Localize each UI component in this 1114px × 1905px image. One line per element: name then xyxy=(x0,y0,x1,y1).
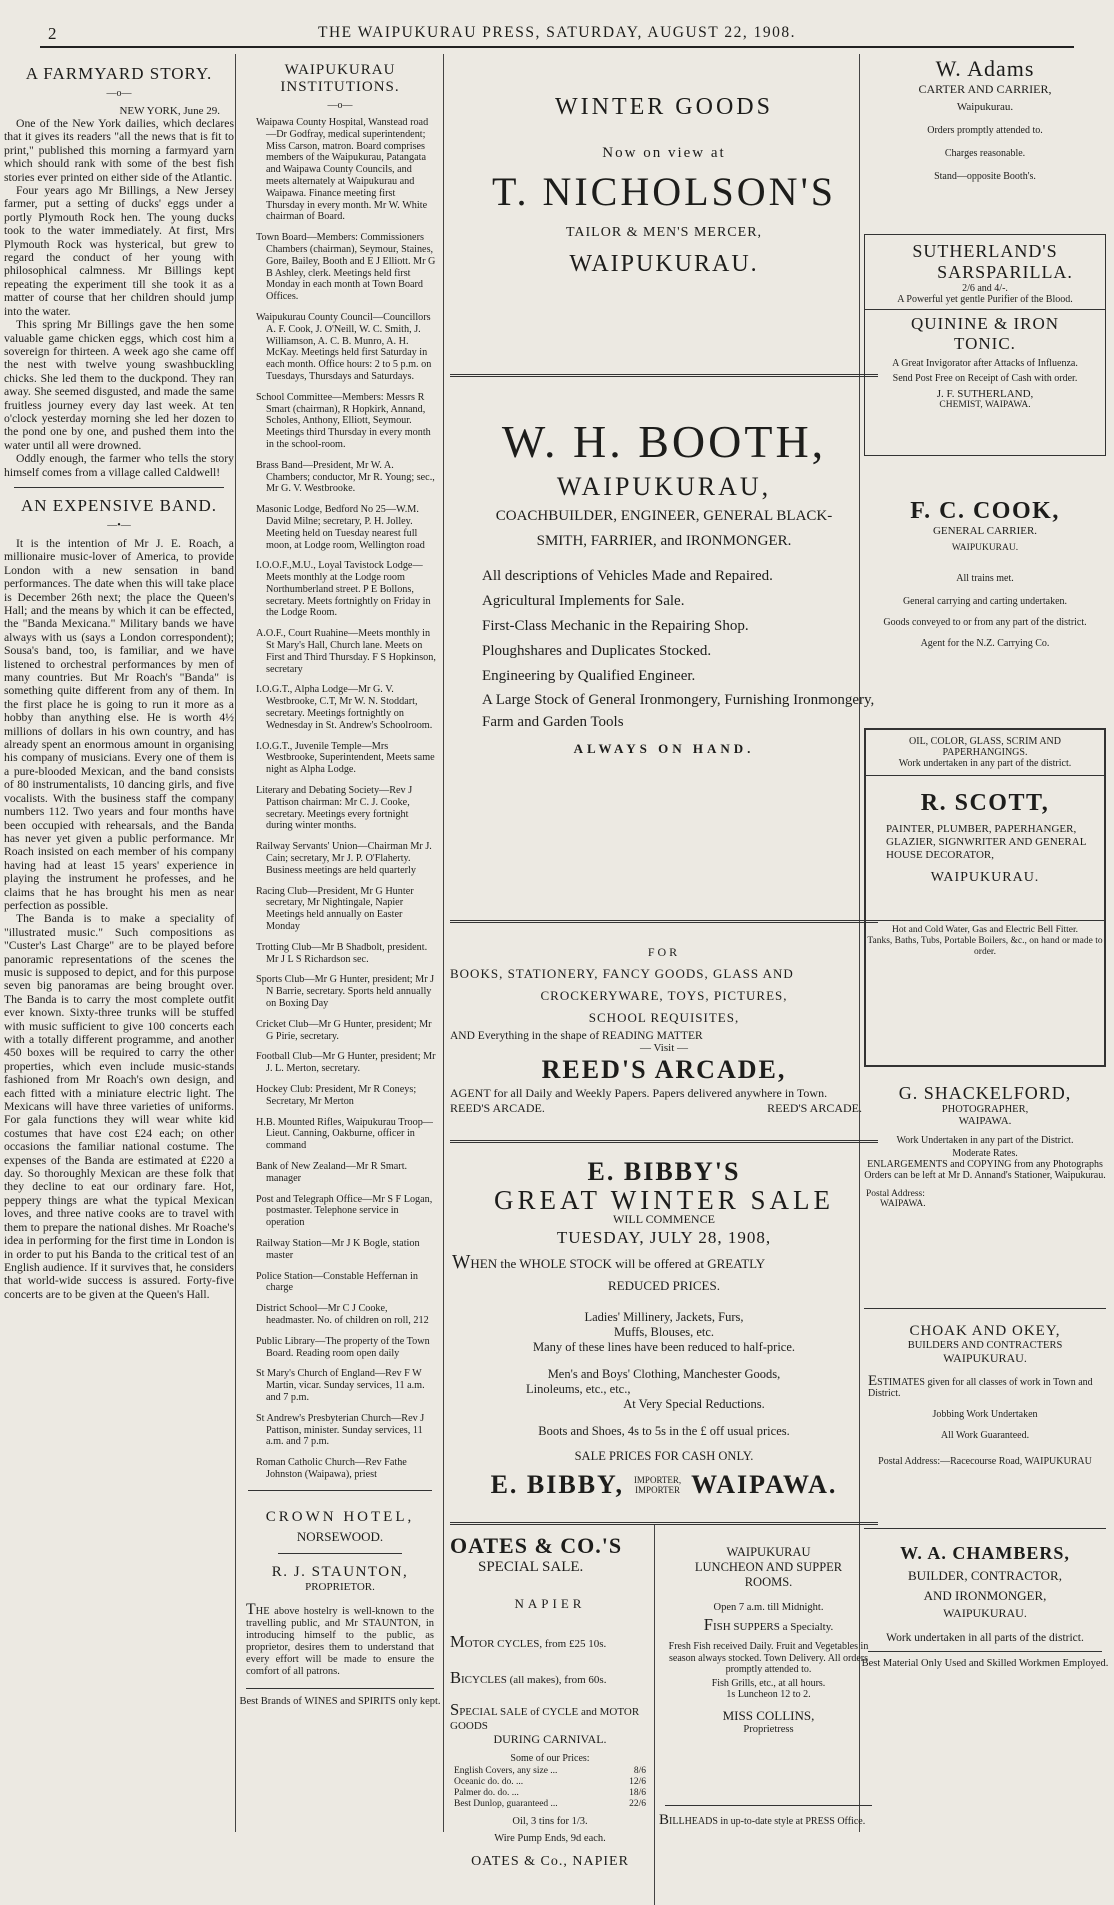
ad-name: E. BIBBY'S xyxy=(587,1157,741,1186)
ad-name: G. SHACKELFORD, xyxy=(898,1083,1072,1103)
scott-ad xyxy=(864,728,1106,1067)
column-rule xyxy=(235,54,236,1832)
institution-entry: Roman Catholic Church—Rev Fathe Johnston (Waipawa), priest xyxy=(256,1457,407,1480)
institution-entry: Railway Station—Mr J K Bogle, station master xyxy=(256,1237,420,1261)
institution-entry: St Andrew's Presbyterian Church—Rev J Pattison, minister. Sunday services, 11 a.m. and 7 p.m. xyxy=(256,1412,425,1448)
ad-line: GENERAL CARRIER. xyxy=(932,525,1038,537)
sutherland-ad xyxy=(864,234,1106,456)
ad-line: All Work Guaranteed. xyxy=(940,1430,1030,1441)
ad-line: 2/6 and 4/-. xyxy=(962,283,1008,294)
ad-line: — Visit — xyxy=(639,1042,689,1054)
oates-ad xyxy=(446,1525,655,1905)
column-3 xyxy=(446,54,882,1869)
column-2 xyxy=(238,54,442,1830)
column-1 xyxy=(4,54,234,1830)
ad-name: T. NICHOLSON'S xyxy=(491,169,837,214)
ad-line: IMPORTER xyxy=(635,1485,681,1495)
story-title: AN EXPENSIVE BAND. xyxy=(20,495,218,515)
ad-line: BUILDER, CONTRACTOR, xyxy=(908,1568,1062,1583)
story-body xyxy=(4,117,234,479)
ad-line: Wire Pump Ends, 9d each. xyxy=(494,1833,606,1844)
ad-line: MOTOR CYCLES, from £25 10s. xyxy=(450,1632,607,1651)
service-line: First-Class Mechanic in the Repairing Shop. xyxy=(482,618,749,634)
service-line: All descriptions of Vehicles Made and Repaired. xyxy=(482,568,773,584)
ad-line: Moderate Rates. xyxy=(952,1148,1018,1159)
divider xyxy=(665,1805,872,1806)
paragraph: Four years ago Mr Billings, a New Jersey farmer, put a setting of ducks' eggs under a portly Plymouth Rock hen. The young ducks took to the water immediately. At first, Mrs Plymouth Rock was hysterical, but grew to regard the conduct of her young with philosophical calmness. Mr Billings kept repeating the experiment till she took it as a matter of course that her children should jump into the water. xyxy=(4,184,234,318)
ad-line: Orders can be left at Mr D. Annand's Stationer, Waipukurau. xyxy=(864,1170,1106,1181)
ad-name: QUININE & IRON xyxy=(910,314,1060,333)
institution-entry: Bank of New Zealand—Mr R Smart. manager xyxy=(256,1160,408,1184)
nicholson-ad xyxy=(446,94,882,374)
price-item: English Covers, any size ... xyxy=(454,1766,558,1776)
divider xyxy=(450,1140,878,1143)
ad-name: SARSPARILLA. xyxy=(937,262,1073,282)
ad-line: Fish Grills, etc., at all hours. xyxy=(711,1677,826,1689)
ad-line: DURING CARNIVAL. xyxy=(493,1732,607,1746)
ad-line: WILL COMMENCE xyxy=(613,1212,715,1226)
ad-name: W. A. CHAMBERS, xyxy=(900,1543,1070,1563)
ad-town: WAIPUKURAU, xyxy=(556,472,772,501)
price-row xyxy=(454,1788,646,1799)
ad-line: Work undertaken in any part of the district. xyxy=(898,758,1072,769)
ad-owner: MISS COLLINS, xyxy=(722,1707,815,1723)
institution-entry: Masonic Lodge, Bedford No 25—W.M. David Milne; secretary, P. H. Jolley. Meeting held on Tuesday nearest full moon, at Lodge room, Wellington road xyxy=(256,504,425,551)
institution-entry: Brass Band—President, Mr W. A. Chambers; conductor, Mr R. Young; sec., Mr G. V. Westbrooke. xyxy=(256,459,435,495)
section-title: WAIPUKURAU INSTITUTIONS. xyxy=(280,62,400,95)
ad-line: TAILOR & MEN'S MERCER, xyxy=(565,225,763,240)
institution-entry: Waipukurau County Council—Councillors A. F. Cook, J. O'Neill, W. C. Smith, J. Williamson, A. C. B. Munro, A. H. McKay. Meetings held first Saturday in each month. Office hours: 2 to 5 p.m. on Tuesdays, Thursdays and Saturdays. xyxy=(256,311,432,382)
ad-town: WAIPAWA. xyxy=(691,1470,838,1499)
booth-ad xyxy=(446,415,882,920)
institution-entry: Sports Club—Mr G Hunter, president; Mr J N Barrie, secretary. Sports held annually on Boxing Day xyxy=(256,974,435,1009)
crown-hotel-ad xyxy=(238,1509,442,1708)
ad-line: FISH SUPPERS a Specialty. xyxy=(703,1615,834,1634)
ad-line: WAIPAWA. xyxy=(958,1115,1012,1127)
ad-town: WAIPUKURAU. xyxy=(943,1606,1027,1620)
price-value: 12/6 xyxy=(629,1777,646,1787)
ad-name: CHOAK AND OKEY, xyxy=(909,1323,1061,1339)
ad-line: BUILDERS AND CONTRACTERS xyxy=(907,1340,1063,1351)
divider xyxy=(14,487,224,488)
bibby-ad xyxy=(446,1157,882,1522)
luncheon-rooms-ad xyxy=(655,1525,882,1905)
ad-name: R. SCOTT, xyxy=(920,790,1050,816)
ad-name: F. C. COOK, xyxy=(910,498,1060,524)
paragraph: It is the intention of Mr J. E. Roach, a millionaire music-lover of America, to provide London with a new sensation in band performances. The date when this will take place is December 26th next; the place the Queen's Hall; and the means by which it can be effected, the "Banda Mexicana." Military bands we have always with us (says a London correspondent); Sousa's band, too, is familiar, and we have listened to orchestral performances by men of many countries. But Mr Roach's "Banda" is something quite different from any of them. In the first place he is going to run it more as a hobby than anything else. He is worth 4½ millions of dollars in his own country, and has already spent an enormous amount in organising his company of musicians. Every one of them is a pure-blooded Mexican, and the band consists of 80 instrumentalists, 10 dancing girls, and five vocalists. With the business staff the company numbers 112. Two years and four months have been occupied with rehearsals, and the Banda has never yet given a public performance. Mr Roach insisted on each member of his company having had at least 15 years' experience in playing the instrument he professes, and he claims that he has brought his men as near perfection as possible. xyxy=(4,536,234,912)
ad-line: ESTIMATES given for all classes of work in Town and District. xyxy=(868,1373,1093,1399)
masthead xyxy=(40,20,1074,48)
ad-footer xyxy=(446,1470,882,1500)
institution-entry: Trotting Club—Mr B Shadbolt, president. Mr J L S Richardson sec. xyxy=(256,941,428,965)
ad-owner: J. F. SUTHERLAND, xyxy=(936,388,1034,400)
ad-line: A Powerful yet gentle Purifier of the Blood. xyxy=(897,294,1073,305)
paragraph: The Banda is to make a speciality of "illustrated music." Such compositions as "Custer's Last Charge" are to be played before panoramic representations of the scenes the music is supposed to depict, and for this purpose seven big panoramas are being brought over. The Banda is to carry the most complete outfit ever known. Sixty-three trunks will be stuffed with music sufficient to give 100 concerts each with a totally different programme, and another 450 boxes will be required to carry the other properties, which even include music-stands fashioned from Mr Roach's own design, and each fitted with a miniature electric light. The Mexicans will have three varieties of uniforms. For gala functions they will wear white kid costumes that have cost £24 each; on other occasions the familiar national costume. The expenses of the Banda are estimated at £220 a day. So thoroughly Mexican are these folk that they decline to eat our ordinary fare. Hot, peppery things are what the typical Mexican loves, and three native cooks are to travel with them to prepare the national dishes. Mr Roache's idea in performing for the first time in London is in order to put his Banda to the critical test of an English audience. If it survives that, he considers that world-wide success is assured. Forty-five concerts are to be given at the Queen's Hall. xyxy=(4,912,234,1301)
divider xyxy=(450,920,878,923)
ad-line: WHEN the WHOLE STOCK will be offered at GREATLY xyxy=(452,1252,766,1273)
institution-entry: Town Board—Members: Commissioners Chambers (chairman), Seymour, Staines, Gore, Bailey, Booth and E J Elliott. Mr G B Ashley, clerk. Meetings held first Monday in each month at Town Board Offices. xyxy=(256,232,436,303)
institution-entry: Post and Telegraph Office—Mr S F Logan, postmaster. Telephone service in operation xyxy=(256,1193,433,1229)
ad-line: WAIPAWA. xyxy=(880,1199,926,1209)
chambers-ad xyxy=(860,1543,1110,1670)
ad-name: REED'S ARCADE, xyxy=(541,1055,787,1084)
ad-line: AGENT for all Daily and Weekly Papers. Papers delivered anywhere in Town. xyxy=(450,1086,828,1100)
institution-entry: Hockey Club: President, Mr R Coneys; Secretary, Mr Merton xyxy=(256,1083,417,1107)
shackelford-ad xyxy=(860,1083,1110,1308)
ad-line: Muffs, Blouses, etc. xyxy=(613,1325,715,1339)
ad-line: BILLHEADS in up-to-date style at PRESS Office. xyxy=(659,1811,866,1828)
ad-line: WAIPUKURAU. xyxy=(943,1351,1027,1365)
ad-line: Agent for the N.Z. Carrying Co. xyxy=(920,638,1050,649)
ad-line: Stand—opposite Booth's. xyxy=(934,171,1036,182)
institution-entry: Waipawa County Hospital, Wanstead road—Dr Godfray, medical superintendent; Miss Carson, matron. Board comprises members of the Waipukurau, Patangata and Waipawa County Councils, and meets alternately at Waipukurau and Waipawa. Finance meeting first Thursday in every month. Mr W. White chairman of Board. xyxy=(256,117,429,223)
service-line: Ploughshares and Duplicates Stocked. xyxy=(482,643,712,659)
ad-line: A Large Stock of General Ironmongery, Furnishing Ironmongery, Farm and Garden Tools xyxy=(482,692,875,730)
ad-line: Charges reasonable. xyxy=(944,148,1026,159)
ad-line: Orders promptly attended to. xyxy=(927,125,1043,136)
ad-footer: OATES & Co., NAPIER xyxy=(471,1854,629,1869)
ad-line: BICYCLES (all makes), from 60s. xyxy=(450,1668,607,1687)
price-row xyxy=(454,1777,646,1788)
price-row xyxy=(454,1799,646,1810)
institution-entry: Railway Servants' Union—Chairman Mr J. Cain; secretary, Mr J. P. O'Flaherty. Business meetings are held quarterly xyxy=(256,841,432,876)
ad-line: Many of these lines have been reduced to half-price. xyxy=(532,1340,796,1354)
price-item: Oceanic do. do. ... xyxy=(454,1777,524,1787)
paragraph: One of the New York dailies, which declares that it gives its readers "all the news that is fit to print," published this morning a farmyard yarn which should rank with some of the best fish stories ever printed on either side of the Atlantic. xyxy=(4,117,234,184)
ad-line: A Great Invigorator after Attacks of Influenza. xyxy=(892,358,1078,369)
institution-entry: School Committee—Members: Messrs R Smart (chairman), R Hopkirk, Annand, Scholes, Anthony, Elliott, Seymour. Meetings third Thursday in every month in the school-room. xyxy=(256,391,431,450)
ad-line: CROCKERYWARE, TOYS, PICTURES, xyxy=(540,988,788,1003)
institution-entry: Football Club—Mr G Hunter, president; Mr J. L. Merton, secretary. xyxy=(256,1051,436,1075)
paragraph: Oddly enough, the farmer who tells the story himself comes from a village called Caldwell! xyxy=(4,452,234,479)
story-title: A FARMYARD STORY. xyxy=(25,64,213,83)
divider xyxy=(865,309,1105,310)
ad-line: Postal Address:—Racecourse Road, WAIPUKURAU xyxy=(878,1456,1092,1467)
ad-line: ENLARGEMENTS and COPYING from any Photographs xyxy=(867,1159,1103,1170)
institution-entry: St Mary's Church of England—Rev F W Martin, vicar. Sunday services, 11 a.m. and 7 p.m. xyxy=(256,1368,425,1403)
institution-entry: I.O.O.F.,M.U., Loyal Tavistock Lodge—Meets monthly at the Lodge room Northumberland street. P E Bollons, secretary. Meets fortnightly on Friday in the Lodge Room. xyxy=(256,560,431,619)
ad-line: Goods conveyed to or from any part of the district. xyxy=(883,617,1087,628)
divider xyxy=(450,374,878,377)
ad-town: WAIPUKURAU. xyxy=(930,870,1040,885)
adams-ad xyxy=(860,56,1110,234)
ad-line: Boots and Shoes, 4s to 5s in the £ off usual prices. xyxy=(538,1424,790,1438)
institution-entry: Cricket Club—Mr G Hunter, president; Mr G Pirie, secretary. xyxy=(256,1018,432,1042)
divider xyxy=(278,1553,402,1554)
ad-line: ROOMS. xyxy=(744,1575,793,1589)
institution-entry: District School—Mr C J Cooke, headmaster. No. of children on roll, 212 xyxy=(256,1303,429,1326)
hotel-name: CROWN HOTEL, xyxy=(265,1508,415,1525)
reeds-arcade-ad xyxy=(446,945,882,1140)
ad-line: LUNCHEON AND SUPPER xyxy=(694,1560,843,1574)
service-line: Engineering by Qualified Engineer. xyxy=(482,668,696,684)
ad-footer-right: REED'S ARCADE. xyxy=(767,1101,862,1115)
ad-line: Some of our Prices: xyxy=(510,1753,590,1764)
ad-name: W. Adams xyxy=(935,56,1035,81)
hotel-footer: Best Brands of WINES and SPIRITS only kept. xyxy=(239,1695,441,1707)
ad-line: AND Everything in the shape of READING MATTER xyxy=(450,1030,703,1042)
ad-line: Waipukurau. xyxy=(956,101,1014,113)
hotel-owner: R. J. STAUNTON, xyxy=(271,1563,409,1580)
price-list xyxy=(454,1766,646,1810)
ornament: —o— xyxy=(106,88,132,99)
ad-line: Linoleums, etc., etc., xyxy=(526,1382,631,1396)
price-value: 18/6 xyxy=(629,1788,646,1798)
ad-line: Tanks, Baths, Tubs, Portable Boilers, &c., on hand or made to order. xyxy=(867,936,1103,957)
page-number: 2 xyxy=(48,24,57,43)
ad-line: FOR xyxy=(647,945,681,959)
hotel-role: PROPRIETOR. xyxy=(305,1580,375,1593)
ad-line: SALE PRICES FOR CASH ONLY. xyxy=(574,1449,754,1463)
ad-line: BOOKS, STATIONERY, FANCY GOODS, GLASS AND xyxy=(450,966,794,981)
paragraph: This spring Mr Billings gave the hen some valuable game chicken eggs, which cost him a sovereign for thirteen. A week ago she came off the nest with twelve young swashbuckling chicks. She led them to the duckpond. They ran away. She seemed disgusted, and made the same fruitless journey every day last week. At ten o'clock yesterday morning she led her dozen to the pond one by one, and pushed them into the water until all were drowned. xyxy=(4,318,234,452)
ad-footer xyxy=(450,1102,862,1115)
hotel-body: THE above hostelry is well-known to the travelling public, and Mr STAUNTON, in introducing himself to the public, as proprietor, desires them to understand that every effort will be made to ensure the comfort of all patrons. xyxy=(246,1600,434,1677)
ad-line: General carrying and carting undertaken. xyxy=(902,596,1068,607)
ad-line: SPECIAL SALE. xyxy=(478,1559,584,1575)
institutions-list xyxy=(238,117,442,1481)
price-value: 22/6 xyxy=(629,1799,646,1809)
ad-line: Work Undertaken in any part of the District. xyxy=(896,1135,1074,1146)
ad-line: Ladies' Millinery, Jackets, Furs, xyxy=(584,1310,744,1324)
ad-name: E. BIBBY, xyxy=(490,1470,624,1499)
ad-footer-left: REED'S ARCADE. xyxy=(450,1101,545,1115)
ornament: —•— xyxy=(107,519,131,531)
ad-line: IMPORTER, xyxy=(633,1475,682,1485)
ad-name: SUTHERLAND'S xyxy=(912,241,1058,261)
divider xyxy=(248,1490,432,1491)
ad-line: Postal Address: xyxy=(866,1189,925,1199)
divider xyxy=(246,1688,434,1689)
ad-line: SMITH, FARRIER, and IRONMONGER. xyxy=(536,533,792,549)
choak-okey-ad xyxy=(860,1323,1110,1528)
ad-town: WAIPUKURAU. xyxy=(569,251,759,277)
ad-line: Work undertaken in all parts of the district. xyxy=(886,1632,1084,1644)
ornament: —o— xyxy=(327,100,353,111)
ad-line: Men's and Boys' Clothing, Manchester Goods, xyxy=(547,1367,781,1381)
ad-importer xyxy=(634,1475,681,1495)
ad-line: AND IRONMONGER, xyxy=(923,1588,1047,1603)
price-row xyxy=(454,1766,646,1777)
ad-line: Oil, 3 tins for 1/3. xyxy=(512,1816,588,1827)
institution-entry: I.O.G.T., Alpha Lodge—Mr G. V. Westbrooke, C.T, Mr W. N. Stoddart, secretary. Meetings fortnightly on Wednesday in St. Andrew's Schoolroom. xyxy=(256,684,433,731)
ad-line: CHEMIST, WAIPAWA. xyxy=(939,400,1031,410)
ad-line: Now on view at xyxy=(602,145,726,161)
service-line: Agricultural Implements for Sale. xyxy=(482,593,685,609)
ad-line: COACHBUILDER, ENGINEER, GENERAL BLACK- xyxy=(495,508,833,524)
divider xyxy=(864,1528,1106,1529)
divider xyxy=(866,775,1104,776)
ad-name: TONIC. xyxy=(954,334,1016,353)
hotel-place: NORSEWOOD. xyxy=(296,1528,384,1544)
institution-entry: Police Station—Constable Heffernan in charge xyxy=(256,1270,418,1294)
ad-line: 1s Luncheon 12 to 2. xyxy=(726,1688,811,1700)
ad-line: All trains met. xyxy=(956,573,1014,584)
price-item: Palmer do. do. ... xyxy=(454,1788,519,1798)
ad-headline: WINTER GOODS xyxy=(555,94,773,120)
institution-entry: Public Library—The property of the Town Board. Reading room open daily xyxy=(256,1335,430,1359)
institution-entry: H.B. Mounted Rifles, Waipukurau Troop—Lieut. Canning, Oakburne, officer in command xyxy=(256,1116,433,1152)
ad-line: SPECIAL SALE of CYCLE and MOTOR GOODS xyxy=(450,1700,640,1732)
ad-line: REDUCED PRICES. xyxy=(608,1278,720,1293)
masthead-title: THE WAIPUKURAU PRESS, SATURDAY, AUGUST 22, 1908. xyxy=(318,24,796,41)
divider xyxy=(868,1651,1102,1652)
ad-name: OATES & CO.'S xyxy=(450,1533,623,1558)
ad-line: SCHOOL REQUISITES, xyxy=(588,1010,740,1025)
divider xyxy=(866,920,1104,921)
ad-line: WAIPUKURAU xyxy=(726,1545,811,1559)
ad-line: PHOTOGRAPHER, xyxy=(941,1104,1029,1115)
divider xyxy=(864,1308,1106,1309)
ad-line: Hot and Cold Water, Gas and Electric Bell Fitter. xyxy=(892,925,1078,935)
ad-line: PAINTER, PLUMBER, PAPERHANGER, GLAZIER, SIGNWRITER AND GENERAL HOUSE DECORATOR, xyxy=(886,823,1087,861)
ad-line: Open 7 a.m. till Midnight. xyxy=(713,1602,824,1613)
ad-line: Fresh Fish received Daily. Fruit and Vegetables in season always stocked. Town Delivery. All orders promptly attended to. xyxy=(668,1641,869,1675)
cook-ad xyxy=(860,498,1110,728)
ad-tagline: ALWAYS ON HAND. xyxy=(573,741,755,756)
ad-line: Send Post Free on Receipt of Cash with order. xyxy=(892,373,1078,384)
story-body xyxy=(4,537,234,1301)
price-item: Best Dunlop, guaranteed ... xyxy=(454,1799,558,1809)
bottom-ads xyxy=(446,1525,882,1905)
ad-line: Jobbing Work Undertaken xyxy=(932,1409,1038,1420)
price-value: 8/6 xyxy=(633,1766,646,1776)
institution-entry: I.O.G.T., Juvenile Temple—Mrs Westbrooke, Superintendent, Meets same night as Alpha Lodge. xyxy=(256,740,435,776)
ad-line: Best Material Only Used and Skilled Workmen Employed. xyxy=(861,1658,1109,1669)
ad-headline: GREAT WINTER SALE xyxy=(494,1185,834,1215)
ad-date: TUESDAY, JULY 28, 1908, xyxy=(556,1228,772,1247)
institution-entry: A.O.F., Court Ruahine—Meets monthly in St Mary's Hall, Church lane. Meets on First and Third Thursday. F S Hopkinson, secretary xyxy=(256,628,436,675)
ad-line: OIL, COLOR, GLASS, SCRIM AND PAPERHANGINGS. xyxy=(909,736,1061,758)
ad-line: Proprietress xyxy=(743,1723,794,1735)
column-4 xyxy=(860,54,1110,1830)
institution-entry: Literary and Debating Society—Rev J Pattison chairman: Mr C. J. Cooke, secretary. Meetings every fortnight during winter months. xyxy=(256,785,413,832)
ad-line: NAPIER xyxy=(514,1596,586,1611)
ad-line: CARTER AND CARRIER, xyxy=(918,82,1052,96)
booth-services xyxy=(482,564,882,689)
institution-entry: Racing Club—President, Mr G Hunter secretary, Mr Nightingale, Napier Meetings held annually on Easter Monday xyxy=(256,885,414,933)
ad-line: At Very Special Reductions. xyxy=(623,1397,765,1411)
column-rule xyxy=(443,54,444,1832)
dateline: NEW YORK, June 29. xyxy=(119,105,220,117)
ad-line: WAIPUKURAU. xyxy=(951,543,1019,553)
ad-name: W. H. BOOTH, xyxy=(501,416,827,467)
